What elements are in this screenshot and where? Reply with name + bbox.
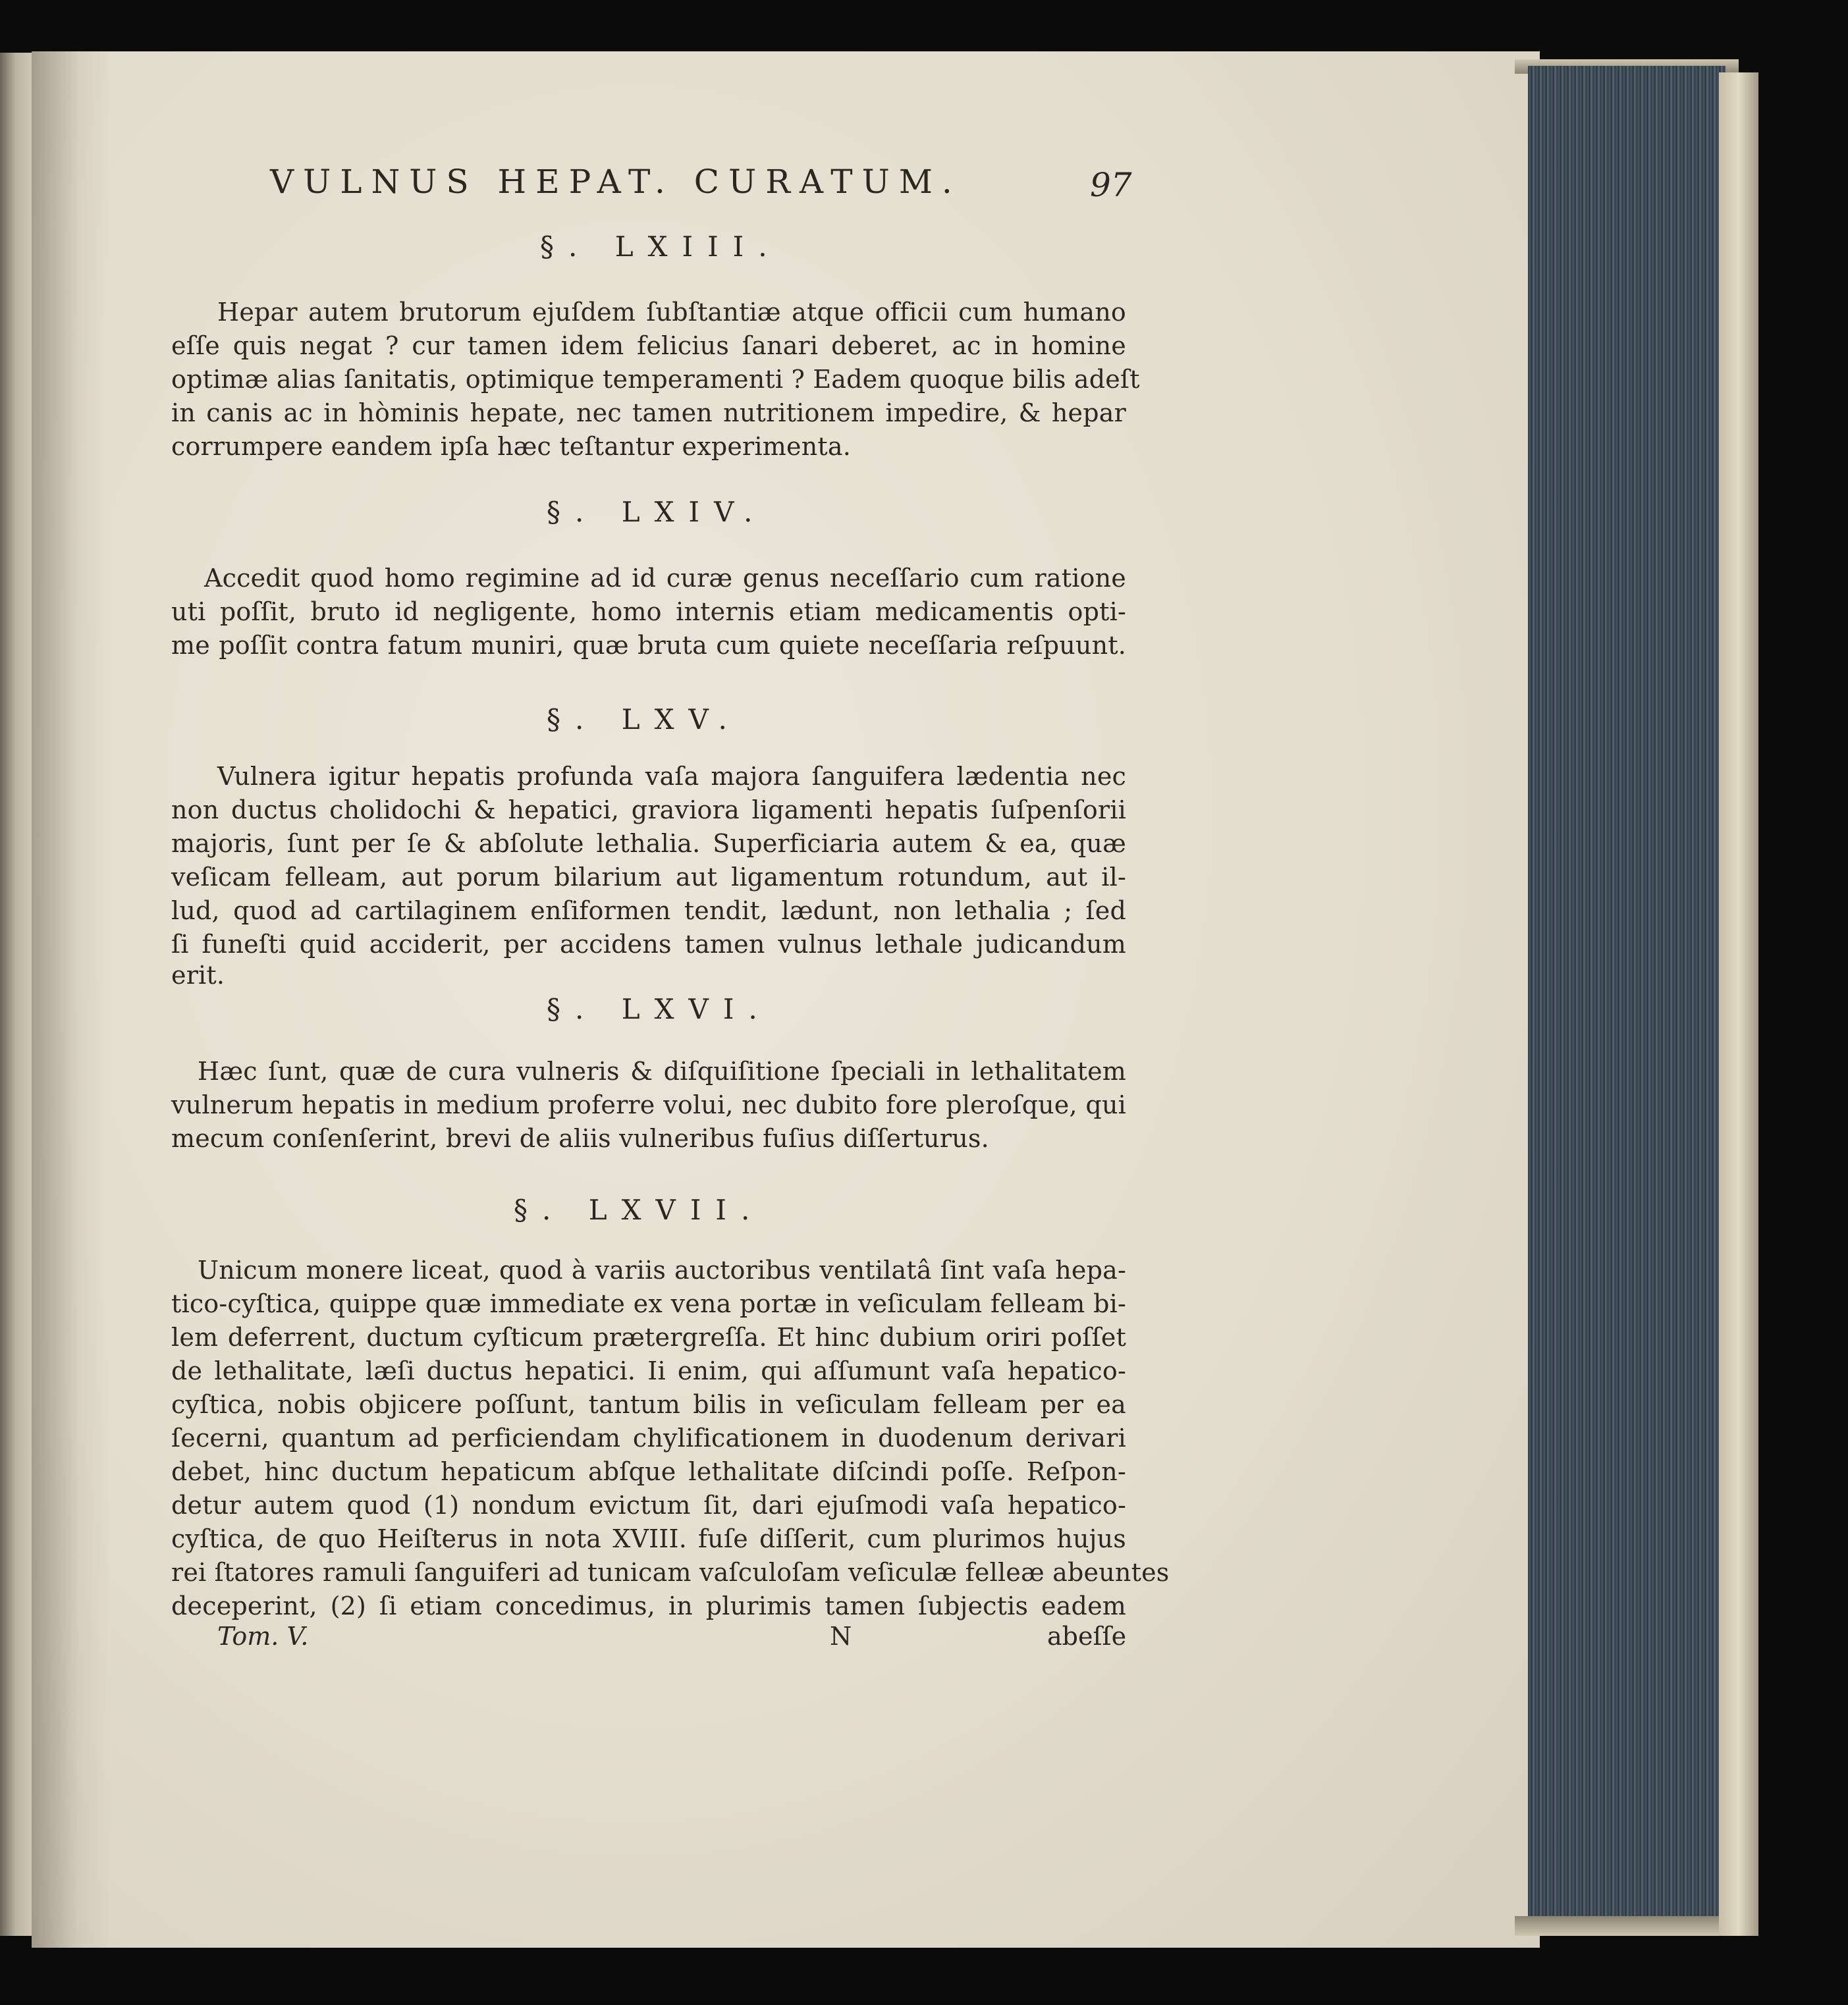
text-line: detur autem quod (1) nondum evictum ſit, dari ejuſmodi vaſa hepatico- [171,1491,1126,1520]
section-heading: §. LXVI. [547,993,772,1025]
text-line: Hepar autem brutorum ejuſdem ſubſtantiæ atque officii cum humano [217,298,1126,327]
volume-signature: Tom. V. [217,1622,309,1651]
text-line: Unicum monere liceat, quod à variis auctoribus ventilatâ ſint vaſa hepa- [198,1256,1126,1285]
section-heading: §. LXVII. [514,1194,765,1226]
text-line: lud, quod ad cartilaginem enſiformen tendit, lædunt, non lethalia ; ſed [171,896,1126,925]
section-heading: §. LXV. [547,703,742,735]
text-line: veſicam felleam, aut porum bilarium aut ligamentum rotundum, aut il- [171,863,1126,892]
signature-mark: N [830,1622,852,1651]
catchword: abeſſe [1047,1622,1127,1651]
text-line: tico-cyſtica, quippe quæ immediate ex vena portæ in veſiculam felleam bi- [171,1289,1126,1318]
text-line: ſecerni, quantum ad perficiendam chylificationem in duodenum derivari [171,1424,1126,1453]
text-line: Hæc ſunt, quæ de cura vulneris & diſquiſitione ſpeciali in lethalitatem [198,1057,1126,1086]
text-line: Vulnera igitur hepatis profunda vaſa majora ſanguifera lædentia nec [217,762,1126,791]
text-line: ſi funeſti quid acciderit, per accidens tamen vulnus lethale judicandum [171,930,1126,959]
text-line: corrumpere eandem ipſa hæc teſtantur experimenta. [171,432,851,461]
text-line: mecum conſenſerint, brevi de aliis vulneribus fuſius diſſerturus. [171,1124,989,1153]
text-line: in canis ac in hòminis hepate, nec tamen nutritionem impedire, & hepar [171,398,1126,427]
text-line: vulnerum hepatis in medium proferre volui, nec dubito fore pleroſque, qui [171,1090,1126,1119]
text-block-fore-edge [1528,66,1726,1936]
text-line: lem deferrent, ductum cyſticum prætergreſſa. Et hinc dubium oriri poſſet [171,1323,1126,1352]
text-line: deceperint, (2) ſi etiam concedimus, in plurimis tamen ſubjectis eadem [171,1591,1126,1620]
text-line: Accedit quod homo regimine ad id curæ genus neceſſario cum ratione [204,564,1126,593]
text-line: majoris, ſunt per ſe & abſolute lethalia. Superficiaria autem & ea, quæ [171,829,1126,858]
text-line: debet, hinc ductum hepaticum abſque lethalitate diſcindi poſſe. Reſpon- [171,1457,1126,1486]
section-heading: §. LXIV. [547,496,767,528]
text-line: erit. [171,961,225,990]
text-line: eſſe quis negat ? cur tamen idem felicius ſanari deberet, ac in homine [171,331,1126,360]
page-number: 97 [1090,166,1132,204]
text-line: uti poſſit, bruto id negligente, homo internis etiam medicamentis opti- [171,597,1126,626]
text-line: rei ſtatores ramuli ſanguiferi ad tunicam vaſculoſam veſiculæ felleæ abeuntes [171,1558,1170,1587]
text-line: optimæ alias ſanitatis, optimique temperamenti ? Eadem quoque bilis adeſt [171,365,1140,394]
section-heading: §. LXIII. [540,230,782,263]
text-block-bottom-edge [1515,1916,1739,1936]
book-cover-edge [1719,72,1758,1936]
running-title: VULNUS HEPAT. CURATUM. [270,163,962,201]
text-line: cyſtica, de quo Heiſterus in nota XVIII. fuſe diſſerit, cum plurimos hujus [171,1524,1126,1553]
text-line: me poſſit contra fatum muniri, quæ bruta cum quiete neceſſaria reſpuunt. [171,631,1126,660]
text-line: de lethalitate, læſi ductus hepatici. Ii enim, qui aſſumunt vaſa hepatico- [171,1356,1126,1385]
text-line: non ductus cholidochi & hepatici, graviora ligamenti hepatis ſuſpenſorii [171,795,1126,824]
text-line: cyſtica, nobis objicere poſſunt, tantum bilis in veſiculam felleam per ea [171,1390,1126,1419]
page-gutter-shadow [32,51,111,1948]
